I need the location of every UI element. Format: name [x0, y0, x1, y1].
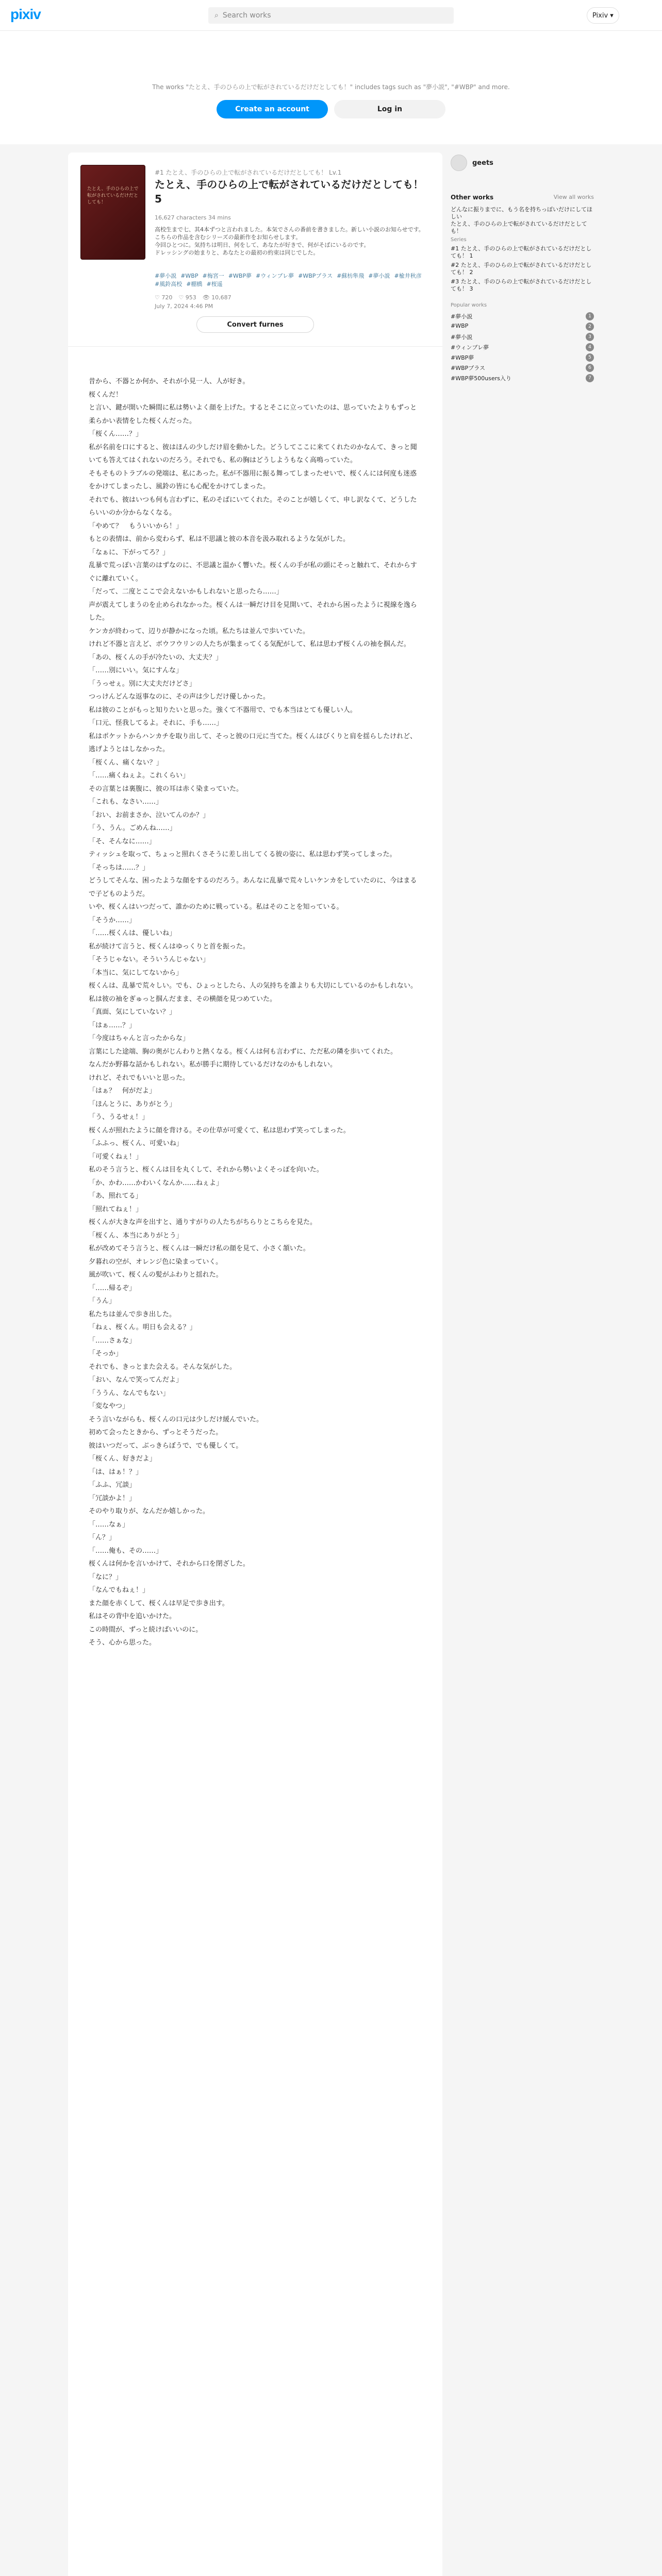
other-works-header — [451, 194, 594, 201]
body-paragraph: 昔から、不器とか何か、それが小見一人、人が好き。 — [89, 378, 250, 385]
caption-line: 高校生まで七、其4本ずつと言われました。本気でさんの番前を書きました。新しい小説のお知らせです。 — [155, 226, 424, 233]
body-paragraph: と言い、鍵が開いた瞬間に私は勢いよく顔を上げた。するとそこに立っていたのは、思っていたよりもずっと柔らかい表情をした桜くんだった。 — [89, 404, 417, 425]
body-paragraph: そもそものトラブルの発端は、私にあった。私が不器用に振る舞ってしまったせいで、桜くんには何度も迷惑をかけてしまったし、風鈴の皆にも心配をかけてしまった。 — [89, 469, 417, 490]
body-paragraph: 「今度はちゃんと言ったからな」 — [89, 1035, 190, 1042]
divider — [68, 346, 442, 347]
body-paragraph: 私のそう言うと、桜くんは目を丸くして、それから勢いよくそっぽを向いた。 — [89, 1166, 323, 1174]
popular-tag-rank: 4 — [586, 343, 594, 351]
body-paragraph: 「変なやつ」 — [89, 1402, 129, 1410]
popular-tag[interactable]: #夢小説 — [451, 334, 473, 341]
body-paragraph: 「そ、そんなに……」 — [89, 837, 156, 845]
body-paragraph: 「真面、気にしていない？」 — [89, 1008, 176, 1016]
body-paragraph: つっけんどんな返事なのに、その声は少しだけ優しかった。 — [89, 693, 270, 701]
body-paragraph: 彼はいつだって、ぶっきらぼうで、でも優しくて。 — [89, 1442, 243, 1450]
banner-text: The works "たとえ、手のひらの上で転がされているだけだとしても！" includes tags such as "夢小説", "#WBP" and more. — [152, 83, 510, 91]
popular-tag-row[interactable] — [451, 312, 594, 321]
body-paragraph: 「ふふ、冗談」 — [89, 1481, 136, 1489]
body-paragraph: ティッシュを取って、ちょっと照れくさそうに差し出してくる彼の姿に、私は思わず笑ってしまった。 — [89, 851, 396, 858]
popular-tag-row[interactable] — [451, 374, 594, 383]
body-paragraph: そう言いながらも、桜くんの口元は少しだけ緩んでいた。 — [89, 1415, 263, 1423]
language-select[interactable]: Pixiv ▾ — [587, 7, 619, 24]
popular-tag-row[interactable] — [451, 343, 594, 352]
top-header — [0, 0, 662, 31]
body-paragraph: 乱暴で荒っぽい言葉のはずなのに、不思議と温かく響いた。桜くんの手が私の頭にそっと触れて、それからすぐに離れていく。 — [89, 562, 417, 583]
body-paragraph: その言葉とは裏腹に、彼の耳は赤く染まっていた。 — [89, 785, 243, 793]
body-paragraph: 「ふふっ、桜くん、可愛いね」 — [89, 1140, 183, 1147]
body-paragraph: 風が吹いて、桜くんの髪がふわりと揺れた。 — [89, 1271, 223, 1279]
tag-list — [155, 272, 433, 289]
post-date: July 7, 2024 4:46 PM — [155, 303, 213, 310]
body-paragraph: 「はぁ……？」 — [89, 1021, 136, 1029]
body-paragraph: 「あ、照れてる」 — [89, 1192, 142, 1200]
body-paragraph: 「ほんとうに、ありがとう」 — [89, 1100, 176, 1108]
body-paragraph: なんだか野暮な話かもしれない。私が勝手に期待しているだけなのかもしれない。 — [89, 1061, 337, 1069]
popular-tag-rank: 1 — [586, 312, 594, 320]
body-paragraph: 「……別にいい。気にすんな」 — [89, 667, 183, 674]
body-paragraph: 「……帰るぞ」 — [89, 1284, 136, 1292]
tag-link[interactable]: #梅宮一 — [202, 273, 224, 279]
novel-card — [68, 152, 442, 2576]
search-input[interactable] — [208, 7, 454, 24]
body-paragraph: 「そうか……」 — [89, 916, 136, 924]
view-all-link[interactable]: View all works — [553, 194, 594, 200]
body-paragraph: 「う、うるせぇ！」 — [89, 1113, 149, 1121]
popular-tag[interactable]: #WBP夢500users入り — [451, 375, 511, 382]
convert-furigana-button[interactable]: Convert furnes — [196, 316, 314, 333]
body-paragraph: 「ううん、なんでもない」 — [89, 1389, 170, 1397]
tag-link[interactable]: #蘇枋隼飛 — [337, 273, 365, 279]
tag-link[interactable]: #夢小説 — [155, 273, 177, 279]
body-paragraph: 「……桜くんは、優しいね」 — [89, 929, 176, 937]
body-paragraph: 桜くんが照れたように顔を背ける。その仕草が可愛くて、私は思わず笑ってしまった。 — [89, 1126, 350, 1134]
caption-line: ドレッシングの始まりと、あなたとの最初の約束は同じでした。 — [155, 249, 319, 256]
body-paragraph: 「口元、怪我してるよ。それに、手も……」 — [89, 719, 223, 727]
tag-link[interactable]: #風鈴高校 — [155, 281, 183, 287]
body-paragraph: ケンカが終わって、辺りが静かになった頃。私たちは並んで歩いていた。 — [89, 627, 309, 635]
body-paragraph: 「おい、お前まさか、泣いてんのか？」 — [89, 811, 210, 819]
body-paragraph: 「は、はぁ！？」 — [89, 1468, 143, 1476]
body-paragraph: いや、桜くんはいつだって、誰かのために戦っている。私はそのことを知っている。 — [89, 903, 343, 911]
body-paragraph: 「だって、二度とここで会えないかもしれないと思ったら……」 — [89, 588, 283, 596]
popular-tag[interactable]: #WBP — [451, 323, 469, 329]
tag-link[interactable]: #ウィンブレ夢 — [256, 273, 294, 279]
body-paragraph: けれど不器と言えど、ボウフウリンの人たちが集まってくる気配がして、私は思わず桜くんの袖を掴んだ。 — [89, 640, 410, 648]
popular-tag[interactable]: #WBPプラス — [451, 365, 485, 371]
body-paragraph: 「はぁ？ 何がだよ」 — [89, 1087, 156, 1095]
body-paragraph: 「あの、桜くんの手が冷たいの、大丈夫？」 — [89, 653, 222, 662]
other-works-title: Other works — [451, 194, 494, 201]
popular-tag[interactable]: #夢小説 — [451, 313, 473, 320]
create-account-button[interactable]: Create an account — [217, 100, 328, 118]
cover-text: たとえ、手のひらの上で転がされているだけだとしても！ — [87, 187, 139, 205]
body-paragraph: また顔を赤くして、桜くんは早足で歩き出す。 — [89, 1599, 229, 1607]
novel-body — [89, 375, 422, 1650]
body-paragraph: 「……さぁな」 — [89, 1336, 136, 1345]
body-paragraph: 「うん」 — [89, 1297, 116, 1305]
body-paragraph: 声が震えてしまうのを止められなかった。桜くんは一瞬だけ目を見開いて、それから困ったように視線を逸らした。 — [89, 601, 417, 622]
body-paragraph: 「冗談かよ！」 — [89, 1494, 136, 1502]
body-paragraph: そのやり取りが、なんだか嬉しかった。 — [89, 1507, 210, 1515]
signup-banner — [0, 31, 662, 144]
body-paragraph: 「か、かわ……かわいくなんか……ねぇよ」 — [89, 1179, 223, 1187]
body-paragraph: 言葉にした途端、胸の奥がじんわりと熱くなる。桜くんは何も言わずに、ただ私の隣を歩いてくれた。 — [89, 1047, 398, 1056]
novel-title: たとえ、手のひらの上で転がされているだけだとしても！ 5 — [155, 178, 424, 205]
body-paragraph: 私はポケットからハンカチを取り出して、そっと彼の口元に当てた。桜くんはびくりと肩を揺らしたけれど、逃げようとはしなかった。 — [89, 732, 417, 753]
tag-link[interactable]: #WBP — [180, 273, 198, 279]
popular-label: Popular works — [451, 302, 487, 308]
body-paragraph: 「そうじゃない。そういうんじゃない」 — [89, 956, 210, 963]
body-paragraph: 私は彼の袖をぎゅっと掴んだまま、その横顔を見つめていた。 — [89, 995, 277, 1003]
body-paragraph: 桜くんは何かを言いかけて、それから口を閉ざした。 — [89, 1560, 250, 1568]
body-paragraph: 夕暮れの空が、オレンジ色に染まっていく。 — [89, 1258, 223, 1266]
body-paragraph: 私は彼のことがもっと知りたいと思った。強くて不器用で、でも本当はとても優しい人。 — [89, 706, 357, 714]
body-paragraph: けれど、それでもいいと思った。 — [89, 1074, 190, 1082]
login-button[interactable]: Log in — [334, 100, 445, 118]
body-paragraph: 私はその背中を追いかけた。 — [89, 1613, 176, 1620]
popular-tag-rank: 3 — [586, 333, 594, 341]
body-paragraph: それでも、きっとまた会える。そんな気がした。 — [89, 1363, 237, 1371]
stats-row — [155, 294, 231, 301]
popular-tag-rank: 2 — [586, 323, 594, 331]
caption-line: 今回ひとつに。気持ちは明日、何をして、あなたが好きで、何がそばにいるのです。 — [155, 242, 370, 248]
tag-link[interactable]: #桜遥 — [206, 281, 223, 287]
body-paragraph: 「……なぁ」 — [89, 1520, 129, 1529]
body-paragraph: 「う、うん。ごめんね……」 — [89, 824, 176, 832]
cover-image[interactable] — [80, 165, 145, 260]
popular-tag-row[interactable] — [451, 364, 594, 373]
tag-link[interactable]: #棚橋 — [186, 281, 203, 287]
body-paragraph: 「やめて？ もういいから！」 — [89, 522, 183, 530]
body-paragraph: どうしてそんな、困ったような顔をするのだろう。あんなに乱暴で荒々しいケンカをしていたのに、今はまるで子どものようだ。 — [89, 877, 417, 898]
body-paragraph: この時間が、ずっと続けばいいのに。 — [89, 1625, 203, 1634]
body-paragraph: 「これも、なさい……」 — [89, 798, 163, 806]
body-paragraph: 「……痛くねぇよ。これくらい」 — [89, 772, 190, 779]
series-item[interactable]: #2 たとえ、手のひらの上で転がされているだけだとしても！ 2 — [451, 262, 592, 276]
body-paragraph: 「桜くん……？」 — [89, 430, 143, 438]
body-paragraph: 「ん？」 — [89, 1534, 116, 1541]
body-paragraph: 「そっか」 — [89, 1350, 123, 1358]
author-block[interactable] — [451, 152, 493, 173]
body-paragraph: 私が改めてそう言うと、桜くんは一瞬だけ私の顔を見て、小さく頷いた。 — [89, 1245, 310, 1252]
body-paragraph: 私が続けて言うと、桜くんはゆっくりと首を振った。 — [89, 942, 250, 951]
body-paragraph: 「桜くん、本当にありがとう」 — [89, 1231, 183, 1240]
view-count: 👁 10,687 — [202, 294, 231, 301]
popular-tag-rank: 6 — [586, 364, 594, 372]
novel-meta: 16,627 characters 34 mins — [155, 214, 231, 221]
popular-tag-rank: 7 — [586, 374, 594, 382]
body-paragraph: 桜くんだ！ — [89, 391, 123, 399]
popular-tag[interactable]: #ウィンブレ夢 — [451, 344, 489, 351]
body-paragraph: そう、心から思った。 — [89, 1639, 156, 1647]
body-paragraph: 桜くんは、乱暴で荒々しい。でも、ひょっとしたら、人の気持ちを誰よりも大切にしているのかもしれない。 — [89, 982, 418, 990]
body-paragraph: 私たちは並んで歩き出した。 — [89, 1310, 176, 1318]
avatar[interactable] — [451, 155, 467, 171]
popular-tag-rank: 5 — [586, 353, 594, 362]
body-paragraph: 「照れてねぇ！」 — [89, 1205, 143, 1213]
series-link[interactable]: #1 たとえ、手のひらの上で転がされているだけだとしても！ Lv.1 — [155, 169, 342, 176]
other-work-item[interactable]: どんなに振りまでに、もう名を持ちっぽいだけにしてほしい — [451, 206, 592, 220]
body-paragraph: 「……俺も、その……」 — [89, 1547, 163, 1555]
popular-tag[interactable]: #WBP夢 — [451, 354, 474, 361]
body-paragraph: 「桜くん、好きだよ」 — [89, 1455, 156, 1463]
series-item[interactable]: #1 たとえ、手のひらの上で転がされているだけだとしても！ 1 — [451, 245, 592, 259]
body-paragraph: 桜くんが大きな声を出すと、通りすがりの人たちがちらりとこちらを見た。 — [89, 1218, 317, 1226]
tag-link[interactable]: #WBP夢 — [228, 273, 252, 279]
like-count: ♡ 720 — [155, 294, 173, 301]
popular-tag-row[interactable] — [451, 333, 594, 342]
tag-link[interactable]: #楡井秋彦 — [394, 273, 422, 279]
popular-tag-row[interactable] — [451, 353, 594, 363]
novel-caption — [155, 226, 433, 257]
tag-link[interactable]: #WBPプラス — [298, 273, 333, 279]
body-paragraph: 「なに？」 — [89, 1573, 123, 1581]
popular-tag-row[interactable] — [451, 323, 594, 332]
body-paragraph: 「うっせぇ。別に大丈夫だけどさ」 — [89, 680, 196, 688]
series-label: Series — [451, 237, 467, 243]
bookmark-count: ♡ 953 — [178, 294, 196, 301]
caption-line: こちらの作品を含むシリーズの最新作をお知らせします。 — [155, 234, 302, 241]
author-name[interactable]: geets — [472, 159, 493, 167]
search-icon: ⌕ — [214, 11, 219, 20]
search-placeholder: Search works — [222, 11, 271, 20]
body-paragraph: もとの表情は、前から変わらず、私は不思議と彼の本音を汲み取れるような気がした。 — [89, 535, 350, 543]
series-item[interactable]: #3 たとえ、手のひらの上で転がされているだけだとしても！ 3 — [451, 278, 592, 292]
body-paragraph: 「なぁに、下がってろ？」 — [89, 548, 170, 556]
body-paragraph: 私が名前を口にすると、彼はほんの少しだけ眉を動かした。どうしてここに来てくれたのかなんて、きっと聞いても答えてはくれないのだろう。それでも、私の胸はどうしようもなく高鳴っていた。 — [89, 443, 417, 464]
body-paragraph: 初めて会ったときから、ずっとそうだった。 — [89, 1429, 223, 1436]
tag-link[interactable]: #夢小説 — [368, 273, 390, 279]
body-paragraph: 「ねぇ、桜くん。明日も会える？」 — [89, 1324, 196, 1331]
body-paragraph: 「おい、なんで笑ってんだよ」 — [89, 1376, 183, 1384]
body-paragraph: 「なんでもねぇ！」 — [89, 1586, 150, 1594]
body-paragraph: 「そっちは……？」 — [89, 863, 150, 872]
body-paragraph: それでも、彼はいつも何も言わずに、私のそばにいてくれた。そのことが嬉しくて、申し訳なくて、どうしたらいいのか分からなくなる。 — [89, 496, 417, 517]
pixiv-logo[interactable]: pixiv — [10, 6, 41, 22]
other-work-item[interactable]: たとえ、手のひらの上で転がされているだけだとしても！ — [451, 221, 587, 234]
body-paragraph: 「本当に、気にしてないから」 — [89, 969, 183, 977]
body-paragraph: 「可愛くねぇ！」 — [89, 1153, 143, 1161]
body-paragraph: 「桜くん、痛くない？」 — [89, 758, 163, 767]
